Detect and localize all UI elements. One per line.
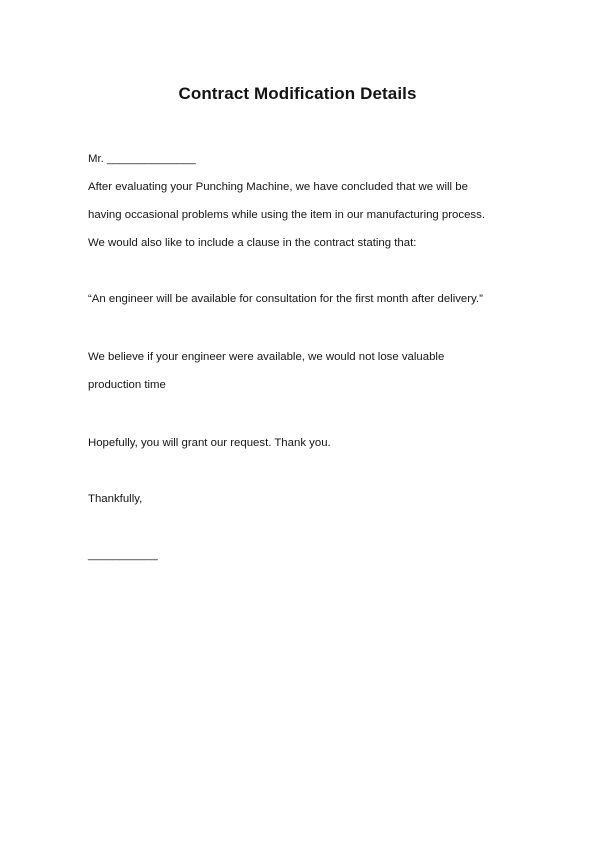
salutation: Mr. ______________ — [88, 153, 196, 165]
paragraph1-line1: After evaluating your Punching Machine, we have concluded that we will be — [88, 181, 468, 193]
paragraph2-line2: production time — [88, 379, 166, 391]
paragraph1-line2: having occasional problems while using the item in our manufacturing process. — [88, 209, 485, 221]
closing-text: Thankfully, — [88, 493, 143, 505]
paragraph2-line1: We believe if your engineer were available, we would not lose valuable — [88, 351, 445, 363]
signature-line: ___________ — [88, 549, 158, 561]
clause-quote: “An engineer will be available for consultation for the first month after delivery.” — [88, 293, 483, 305]
document-title: Contract Modification Details — [178, 84, 417, 103]
paragraph1-line3: We would also like to include a clause in the contract stating that: — [88, 237, 417, 249]
request-text: Hopefully, you will grant our request. Thank you. — [88, 437, 331, 449]
